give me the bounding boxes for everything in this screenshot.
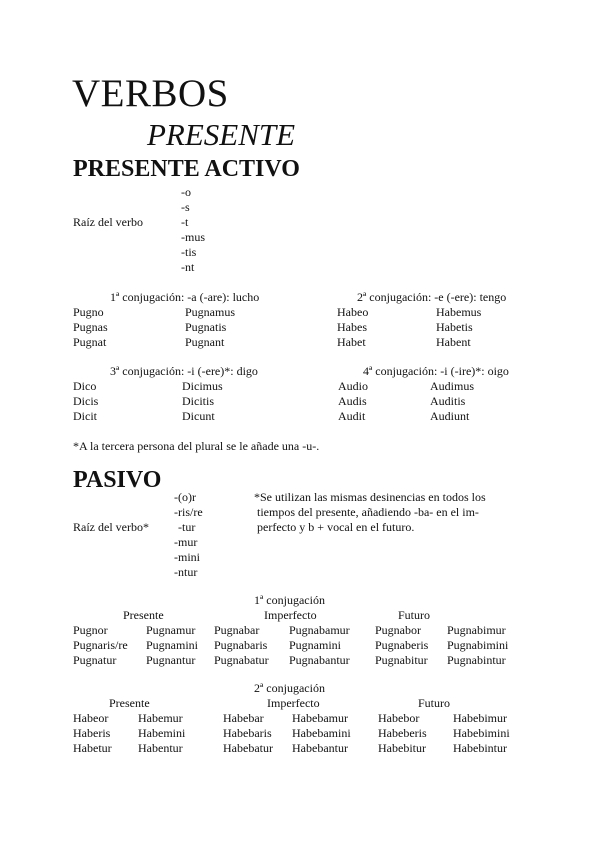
active-footnote: *A la tercera persona del plural se le añade una -u-. — [73, 439, 320, 453]
verb-form: Habetis — [436, 320, 473, 334]
document-title: VERBOS — [72, 72, 229, 115]
verb-form: Audis — [338, 394, 367, 408]
verb-form: Pugnamini — [289, 638, 342, 652]
verb-form: Habebaris — [223, 726, 272, 740]
verb-form: Pugnabintur — [447, 653, 506, 667]
verb-form: Habes — [337, 320, 367, 334]
verb-form: Habetur — [73, 741, 112, 755]
verb-form: Pugno — [73, 305, 104, 319]
verb-form: Pugnamur — [146, 623, 196, 637]
verb-form: Habebamur — [292, 711, 348, 725]
verb-form: Pugnat — [73, 335, 107, 349]
verb-form: Habemus — [436, 305, 482, 319]
verb-form: Habet — [337, 335, 366, 349]
verb-form: Habebatur — [223, 741, 273, 755]
verb-form: Dicit — [73, 409, 97, 423]
verb-form: Dicunt — [182, 409, 215, 423]
passive-ending: -mur — [174, 535, 198, 549]
verb-form: Pugnabar — [214, 623, 260, 637]
verb-form: Audit — [338, 409, 366, 423]
verb-form: Pugnatur — [73, 653, 117, 667]
verb-form: Pugnabantur — [289, 653, 350, 667]
table-header: 1ª conjugación — [254, 593, 325, 607]
verb-form: Pugnaris/re — [73, 638, 128, 652]
conjugation-header: 2ª conjugación: -e (-ere): tengo — [357, 290, 507, 304]
conjugation-header: 3ª conjugación: -i (-ere)*: digo — [110, 364, 258, 378]
verb-form: Pugnabimini — [447, 638, 509, 652]
verb-form: Habebantur — [292, 741, 348, 755]
verb-form: Haberis — [73, 726, 111, 740]
passive-ending: -ris/re — [174, 505, 203, 519]
verb-form: Habeberis — [378, 726, 427, 740]
conjugation-header: 4ª conjugación: -i (-ire)*: oigo — [363, 364, 509, 378]
verb-form: Habebitur — [378, 741, 426, 755]
verb-form: Habentur — [138, 741, 183, 755]
active-heading: PRESENTE ACTIVO — [73, 156, 300, 182]
active-ending: -s — [181, 200, 190, 214]
active-ending: -tis — [181, 245, 197, 259]
verb-form: Audio — [338, 379, 368, 393]
active-ending: -mus — [181, 230, 205, 244]
verb-form: Habent — [436, 335, 471, 349]
tense-header: Presente — [109, 696, 150, 710]
verb-form: Audiunt — [430, 409, 470, 423]
verb-form: Pugnamus — [185, 305, 236, 319]
verb-form: Pugnabatur — [214, 653, 269, 667]
verb-form: Habebar — [223, 711, 264, 725]
verb-form: Pugnabor — [375, 623, 421, 637]
active-root-label: Raíz del verbo — [73, 215, 143, 229]
verb-form: Habebimur — [453, 711, 507, 725]
active-ending: -t — [181, 215, 189, 229]
verb-form: Habeo — [337, 305, 369, 319]
tense-header: Futuro — [418, 696, 451, 710]
table-header: 2ª conjugación — [254, 681, 325, 695]
passive-ending: -mini — [174, 550, 200, 564]
section-title: PRESENTE — [147, 117, 296, 152]
verb-form: Habebimini — [453, 726, 510, 740]
conjugation-header: 1ª conjugación: -a (-are): lucho — [110, 290, 260, 304]
tense-header: Presente — [123, 608, 164, 622]
passive-ending: -(o)r — [174, 490, 196, 504]
verb-form: Dicis — [73, 394, 99, 408]
tense-header: Imperfecto — [264, 608, 317, 622]
verb-form: Pugnas — [73, 320, 108, 334]
verb-form: Pugnabimur — [447, 623, 506, 637]
verb-form: Pugnantur — [146, 653, 196, 667]
verb-form: Pugnor — [73, 623, 108, 637]
verb-form: Pugnant — [185, 335, 225, 349]
verb-form: Habemini — [138, 726, 186, 740]
passive-ending: -ntur — [174, 565, 198, 579]
verb-form: Pugnabaris — [214, 638, 268, 652]
passive-note: perfecto y b + vocal en el futuro. — [257, 520, 415, 534]
verb-form: Pugnabamur — [289, 623, 350, 637]
passive-heading: PASIVO — [73, 467, 162, 493]
passive-ending: -tur — [178, 520, 196, 534]
verb-form: Habebor — [378, 711, 420, 725]
active-ending: -nt — [181, 260, 195, 274]
verb-form: Audimus — [430, 379, 475, 393]
verb-form: Habebintur — [453, 741, 507, 755]
verb-form: Dicitis — [182, 394, 214, 408]
verb-form: Pugnaberis — [375, 638, 429, 652]
active-ending: -o — [181, 185, 191, 199]
tense-header: Futuro — [398, 608, 431, 622]
verb-form: Habebamini — [292, 726, 351, 740]
verb-form: Pugnatis — [185, 320, 227, 334]
passive-root-label: Raíz del verbo* — [73, 520, 149, 534]
passive-note: *Se utilizan las mismas desinencias en todos los — [254, 490, 486, 504]
tense-header: Imperfecto — [267, 696, 320, 710]
verb-form: Habeor — [73, 711, 109, 725]
verb-form: Auditis — [430, 394, 466, 408]
passive-note: tiempos del presente, añadiendo -ba- en el im- — [257, 505, 479, 519]
verb-form: Pugnamini — [146, 638, 199, 652]
verb-form: Dico — [73, 379, 97, 393]
verb-form: Habemur — [138, 711, 183, 725]
verb-form: Dicimus — [182, 379, 223, 393]
verb-form: Pugnabitur — [375, 653, 428, 667]
